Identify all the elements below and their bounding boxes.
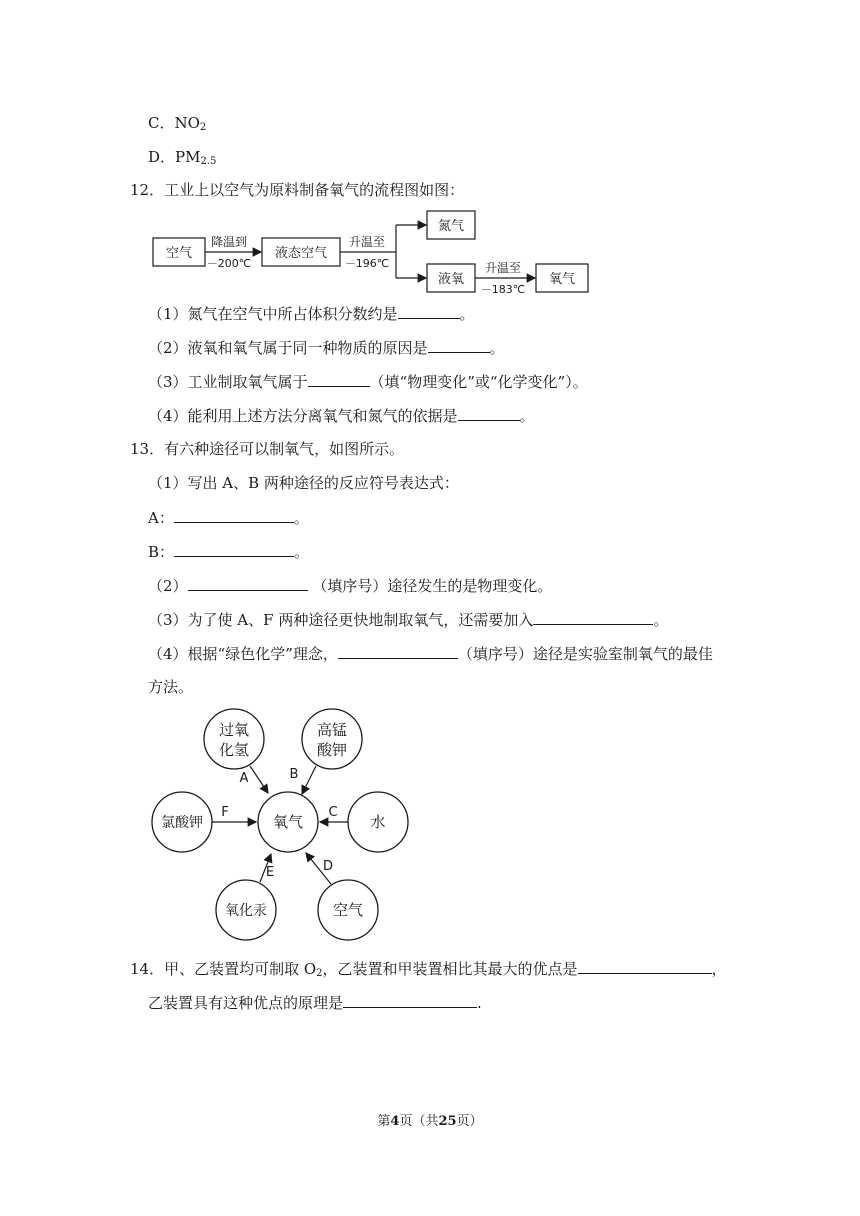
q14-principle-blank[interactable]	[343, 992, 477, 1008]
q13-sub2-blank[interactable]	[188, 575, 308, 591]
circle-air-label: 空气	[332, 901, 364, 919]
flow-arrow-3-top: 升温至	[484, 261, 522, 275]
q13-line-a-blank[interactable]	[174, 507, 294, 523]
flow-arrow-2-bottom: －196℃	[344, 257, 390, 270]
option-c	[148, 113, 206, 138]
q12-sub2: （2）液氧和氧气属于同一种物质的原因是 。	[148, 339, 505, 357]
q13-oxygen-diagram	[140, 700, 430, 945]
arrow-a-label: A	[239, 771, 249, 786]
arrow-b	[302, 766, 316, 794]
page-footer: 第4页（共25页）	[377, 1114, 483, 1129]
circle-h2o2	[204, 709, 264, 769]
q12-sub1-blank[interactable]	[398, 303, 460, 319]
flow-arrow-3-bottom: －183℃	[480, 283, 526, 296]
arrow-a	[250, 766, 268, 793]
flow-arrow-1-bottom: －200℃	[206, 257, 252, 270]
q14-advantage-blank[interactable]	[578, 958, 712, 974]
arrow-e-label: E	[265, 865, 275, 880]
q13-sub2: （2） （填序号）途径发生的是物理变化。	[148, 577, 553, 595]
option-d-subscript: 2.5	[200, 156, 217, 167]
arrow-c-label: C	[328, 805, 338, 820]
circle-kmno4	[302, 709, 362, 769]
flow-box-air-label: 空气	[165, 246, 193, 261]
circle-h2o2-line1: 过氧	[218, 721, 250, 739]
circle-h2o2-line2: 化氢	[218, 741, 250, 759]
q12-stem: 12．工业上以空气为原料制备氧气的流程图如图：	[130, 181, 465, 199]
arrow-d-label: D	[322, 859, 334, 874]
flow-box-nitrogen-label: 氮气	[437, 219, 465, 234]
arrow-b-label: B	[289, 767, 299, 782]
q14-line1: 14．甲、乙装置均可制取 $O_2$，乙装置和甲装置相比其最大的优点是 ，	[130, 960, 727, 979]
q12-sub3: （3）工业制取氧气属于 （填“物理变化”或“化学变化”）。	[148, 373, 588, 391]
flow-box-liquid-oxygen-label: 液氧	[437, 272, 465, 287]
circle-kmno4-line1: 高锰	[316, 721, 348, 739]
q12-sub2-blank[interactable]	[428, 337, 490, 353]
q13-sub4-cont: 方法。	[148, 678, 194, 696]
q13-stem: 13．有六种途径可以制氧气，如图所示。	[130, 440, 405, 458]
flow-box-liquid-air-label: 液态空气	[274, 246, 328, 261]
page-total: 25	[438, 1114, 457, 1129]
q13-line-b: B： 。	[148, 543, 310, 561]
q12-sub4: （4）能利用上述方法分离氧气和氮气的依据是 。	[148, 407, 535, 425]
q12-flow-diagram	[150, 206, 600, 298]
arrow-f-label: F	[221, 805, 229, 820]
circle-kmno4-line2: 酸钾	[316, 741, 348, 759]
q13-line-a: A： 。	[148, 509, 309, 527]
option-c-text: C．NO	[148, 114, 200, 132]
option-d	[148, 147, 216, 172]
q13-sub4: （4）根据“绿色化学”理念， （填序号）途径是实验室制氧气的最佳	[148, 645, 713, 663]
q13-sub3-blank[interactable]	[533, 609, 653, 625]
flow-arrow-1-top: 降温到	[210, 235, 248, 249]
q14-line2: 乙装置具有这种优点的原理是 .	[148, 994, 482, 1012]
page-number: 4	[390, 1114, 400, 1129]
q12-sub3-blank[interactable]	[308, 371, 370, 387]
circle-hgo-label: 氧化汞	[225, 903, 267, 919]
circle-oxygen-label: 氧气	[272, 813, 304, 831]
circle-kclo3-label: 氯酸钾	[161, 815, 203, 831]
q12-sub4-blank[interactable]	[458, 405, 520, 421]
flow-box-oxygen-label: 氧气	[548, 272, 576, 287]
q13-sub4-blank[interactable]	[338, 643, 458, 659]
circle-water-label: 水	[370, 813, 386, 831]
q13-line-b-blank[interactable]	[174, 541, 294, 557]
option-c-subscript: 2	[199, 122, 207, 133]
flow-arrow-2-top: 升温至	[348, 235, 386, 249]
q13-sub1: （1）写出 A、B 两种途径的反应符号表达式：	[148, 474, 459, 492]
q13-sub3: （3）为了使 A、F 两种途径更快地制取氧气，还需要加入 。	[148, 611, 669, 629]
q12-sub1: （1）氮气在空气中所占体积分数约是 。	[148, 305, 475, 323]
option-d-text: D．PM	[148, 148, 201, 166]
